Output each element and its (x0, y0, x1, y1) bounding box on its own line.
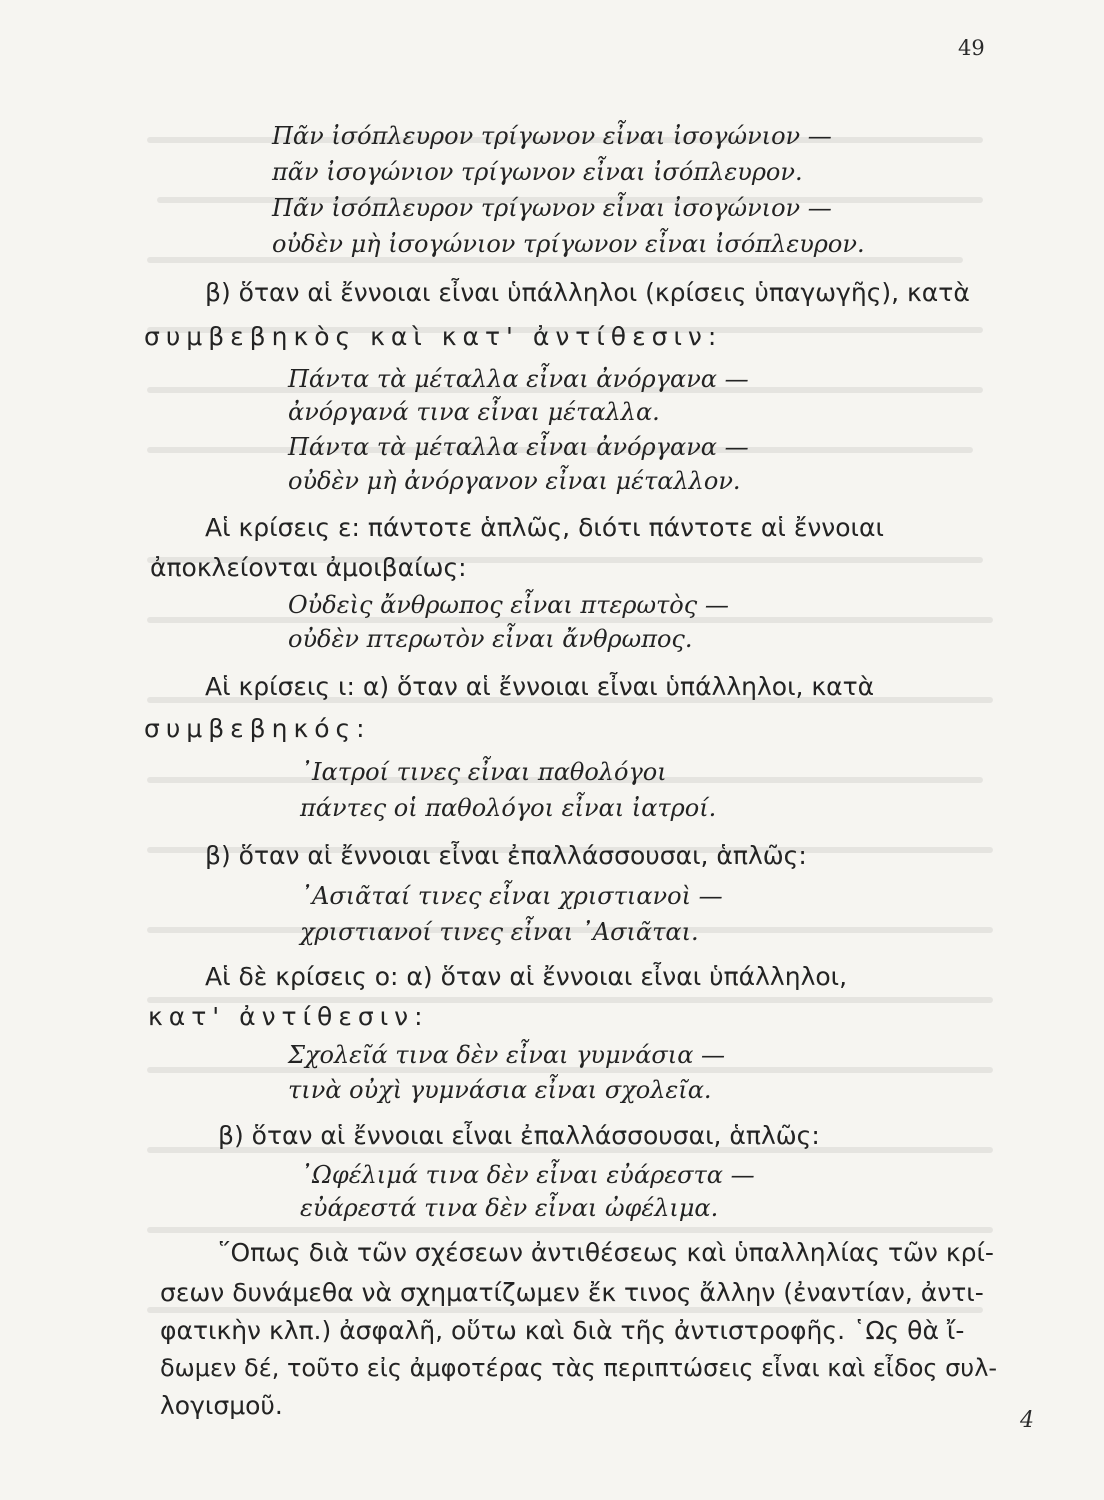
example-line: πᾶν ἰσογώνιον τρίγωνον εἶναι ἰσόπλευρον. (272, 158, 803, 186)
example-line: ἀνόργανά τινα εἶναι μέταλλα. (288, 398, 660, 426)
example-line: οὐδὲν μὴ ἀνόργανον εἶναι μέταλλον. (288, 467, 741, 495)
text-line: ῞Οπως διὰ τῶν σχέσεων ἀντιθέσεως καὶ ὑπαλληλίας τῶν κρί- (218, 1238, 994, 1267)
example-line: ᾿Ασιᾶταί τινες εἶναι χριστιανοὶ — (300, 882, 723, 910)
example-line: τινὰ οὐχὶ γυμνάσια εἶναι σχολεῖα. (288, 1076, 712, 1104)
signature-mark: 4 (1020, 1408, 1034, 1433)
example-line: ᾿Ιατροί τινες εἶναι παθολόγοι (300, 758, 667, 786)
example-line: οὐδὲν μὴ ἰσογώνιον τρίγωνον εἶναι ἰσόπλευρον. (272, 230, 865, 258)
example-line: Πᾶν ἰσόπλευρον τρίγωνον εἶναι ἰσογώνιον — (272, 194, 832, 222)
text-line: συμβεβηκός: (144, 714, 371, 743)
text-line: σεων δυνάμεθα νὰ σχηματίζωμεν ἔκ τινος ἄλλην (ἐναντίαν, ἀντι- (160, 1278, 984, 1307)
example-line: οὐδὲν πτερωτὸν εἶναι ἄνθρωπος. (288, 625, 693, 653)
text-line: β) ὅταν αἱ ἔννοιαι εἶναι ὑπάλληλοι (κρίσεις ὑπαγωγῆς), κατὰ (205, 278, 970, 307)
example-line: εὐάρεστά τινα δὲν εἶναι ὠφέλιμα. (300, 1194, 719, 1222)
example-line: Πᾶν ἰσόπλευρον τρίγωνον εἶναι ἰσογώνιον — (272, 122, 832, 150)
example-line: πάντες οἱ παθολόγοι εἶναι ἰατροί. (300, 794, 717, 822)
text-line: β) ὅταν αἱ ἔννοιαι εἶναι ἐπαλλάσσουσαι, ἁπλῶς: (218, 1121, 820, 1150)
example-line: ᾿Ωφέλιμά τινα δὲν εἶναι εὐάρεστα — (300, 1161, 755, 1189)
example-line: Πάντα τὰ μέταλλα εἶναι ἀνόργανα — (288, 433, 749, 461)
text-line: φατικὴν κλπ.) ἀσφαλῆ, οὕτω καὶ διὰ τῆς ἀντιστροφῆς. ῾Ως θὰ ἴ- (160, 1316, 965, 1345)
text-line: Αἱ δὲ κρίσεις ο: α) ὅταν αἱ ἔννοιαι εἶναι ὑπάλληλοι, (205, 962, 848, 991)
text-line: συμβεβηκὸς καὶ κατ' ἀντίθεσιν: (144, 322, 723, 351)
example-line: χριστιανοί τινες εἶναι ᾿Ασιᾶται. (300, 918, 699, 946)
example-line: Σχολεῖά τινα δὲν εἶναι γυμνάσια — (288, 1041, 726, 1069)
page-number: 49 (958, 36, 985, 60)
text-line: Αἱ κρίσεις ι: α) ὅταν αἱ ἔννοιαι εἶναι ὑπάλληλοι, κατὰ (205, 672, 875, 701)
text-line: κατ' ἀντίθεσιν: (148, 1002, 429, 1031)
text-line: δωμεν δέ, τοῦτο εἰς ἀμφοτέρας τὰς περιπτώσεις εἶναι καὶ εἶδος συλ- (160, 1354, 998, 1382)
example-line: Πάντα τὰ μέταλλα εἶναι ἀνόργανα — (288, 365, 749, 393)
text-line: Αἱ κρίσεις ε: πάντοτε ἁπλῶς, διότι πάντοτε αἱ ἔννοιαι (205, 513, 884, 542)
example-line: Οὐδεὶς ἄνθρωπος εἶναι πτερωτὸς — (288, 591, 729, 619)
text-line: ἀποκλείονται ἀμοιβαίως: (150, 553, 467, 582)
text-line: λογισμοῦ. (160, 1391, 283, 1420)
text-line: β) ὅταν αἱ ἔννοιαι εἶναι ἐπαλλάσσουσαι, ἁπλῶς: (205, 841, 807, 870)
